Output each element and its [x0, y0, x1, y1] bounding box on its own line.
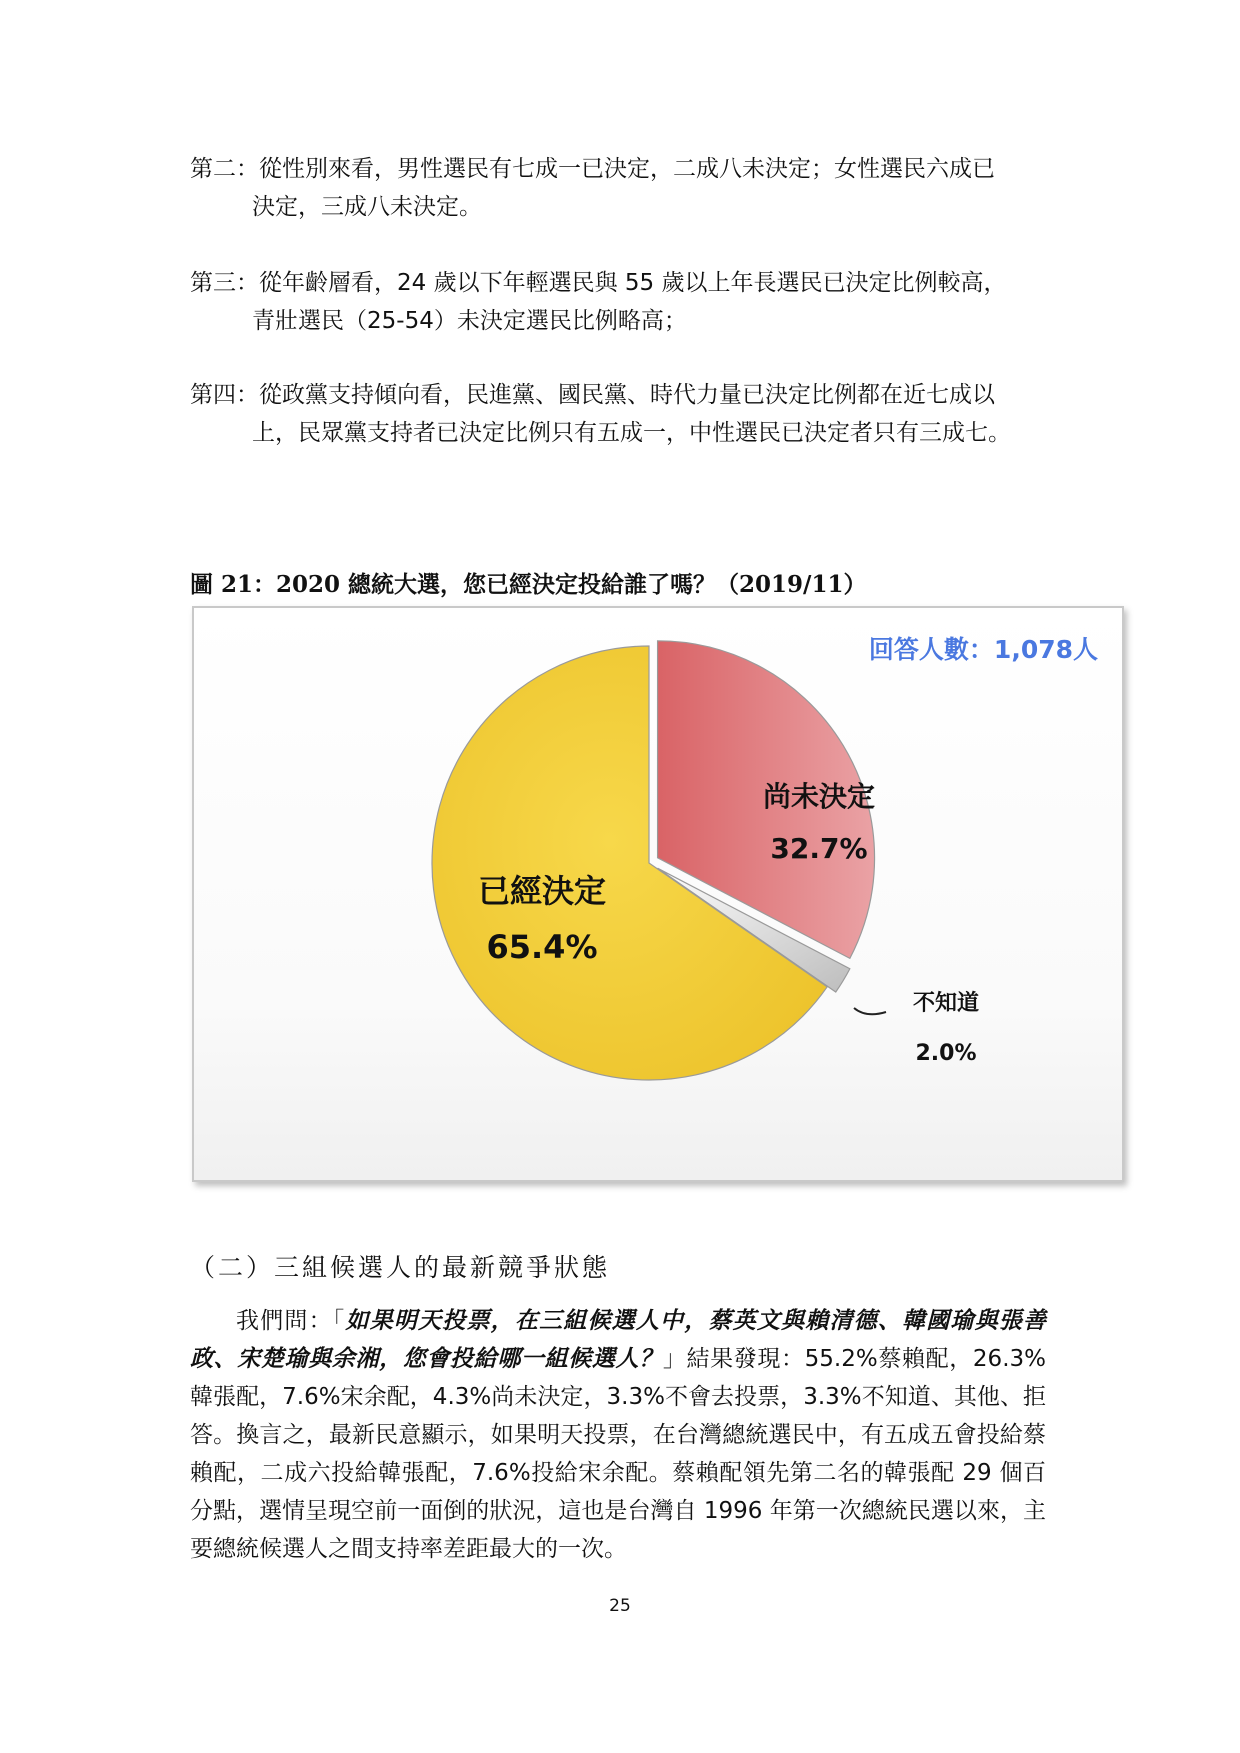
- pie-slice-decided-label: 已經決定: [477, 872, 607, 910]
- page-number: 25: [609, 1596, 631, 1616]
- point-2-cont: 決定，三成八未決定。: [252, 194, 482, 220]
- pie-slice-undecided-label: 尚未決定: [762, 780, 876, 813]
- section-body: [190, 1302, 1046, 1568]
- pie-slice-undecided-value: 32.7%: [770, 832, 868, 865]
- pie-slice-decided-value: 65.4%: [486, 928, 598, 966]
- pie-slice-unknown-value: 2.0%: [915, 1041, 977, 1066]
- point-2: [190, 150, 1050, 226]
- survey-question: 如果明天投票，在三組候選人中，蔡英文與賴清德、韓國瑜與張善政、宋楚瑜與余湘，您會投給哪一組候選人？: [190, 1308, 1047, 1372]
- section-title: （二）三組候選人的最新競爭狀態: [190, 1253, 611, 1282]
- point-3: [190, 264, 1050, 340]
- point-4-lead: 第四：從政黨支持傾向看，民進黨、國民黨、時代力量已決定比例都在近七成以: [190, 382, 995, 408]
- point-3-cont: 青壯選民（25-54）未決定選民比例略高；: [252, 308, 687, 334]
- pie-slice-unknown-label: 不知道: [912, 991, 980, 1016]
- point-3-lead: 第三：從年齡層看，24 歲以下年輕選民與 55 歲以上年長選民已決定比例較高，: [190, 270, 1007, 296]
- respondent-count: 回答人數：1,078人: [868, 635, 1098, 664]
- point-2-lead: 第二：從性別來看，男性選民有七成一已決定，二成八未決定；女性選民六成已: [190, 156, 995, 182]
- leader-line: [854, 1008, 886, 1014]
- body-intro: 我們問：「: [236, 1308, 346, 1334]
- figure-caption: 圖 21：2020 總統大選，您已經決定投給誰了嗎？（2019/11）: [190, 571, 867, 598]
- body-findings: 」結果發現：55.2%蔡賴配，26.3%韓張配，7.6%宋余配，4.3%尚未決定，3.3%不會去投票，3.3%不知道、其他、拒答。換言之，最新民意顯示，如果明天投票，在台灣總統選民中，有五成五會投給蔡賴配，二成六投給韓張配，7.6%投給宋余配。蔡賴配領先第二名的韓張配 29 個百分點，選情呈現空前一面倒的狀況，這也是台灣自 1996 年第一次總統民選以來，主要總統候選人之間支持率差距最大的一次。: [190, 1346, 1046, 1562]
- pie-chart: [192, 606, 1124, 1182]
- point-4: [190, 376, 1050, 452]
- pie-chart-svg: [194, 608, 1122, 1180]
- point-4-cont: 上，民眾黨支持者已決定比例只有五成一，中性選民已決定者只有三成七。: [252, 420, 1011, 446]
